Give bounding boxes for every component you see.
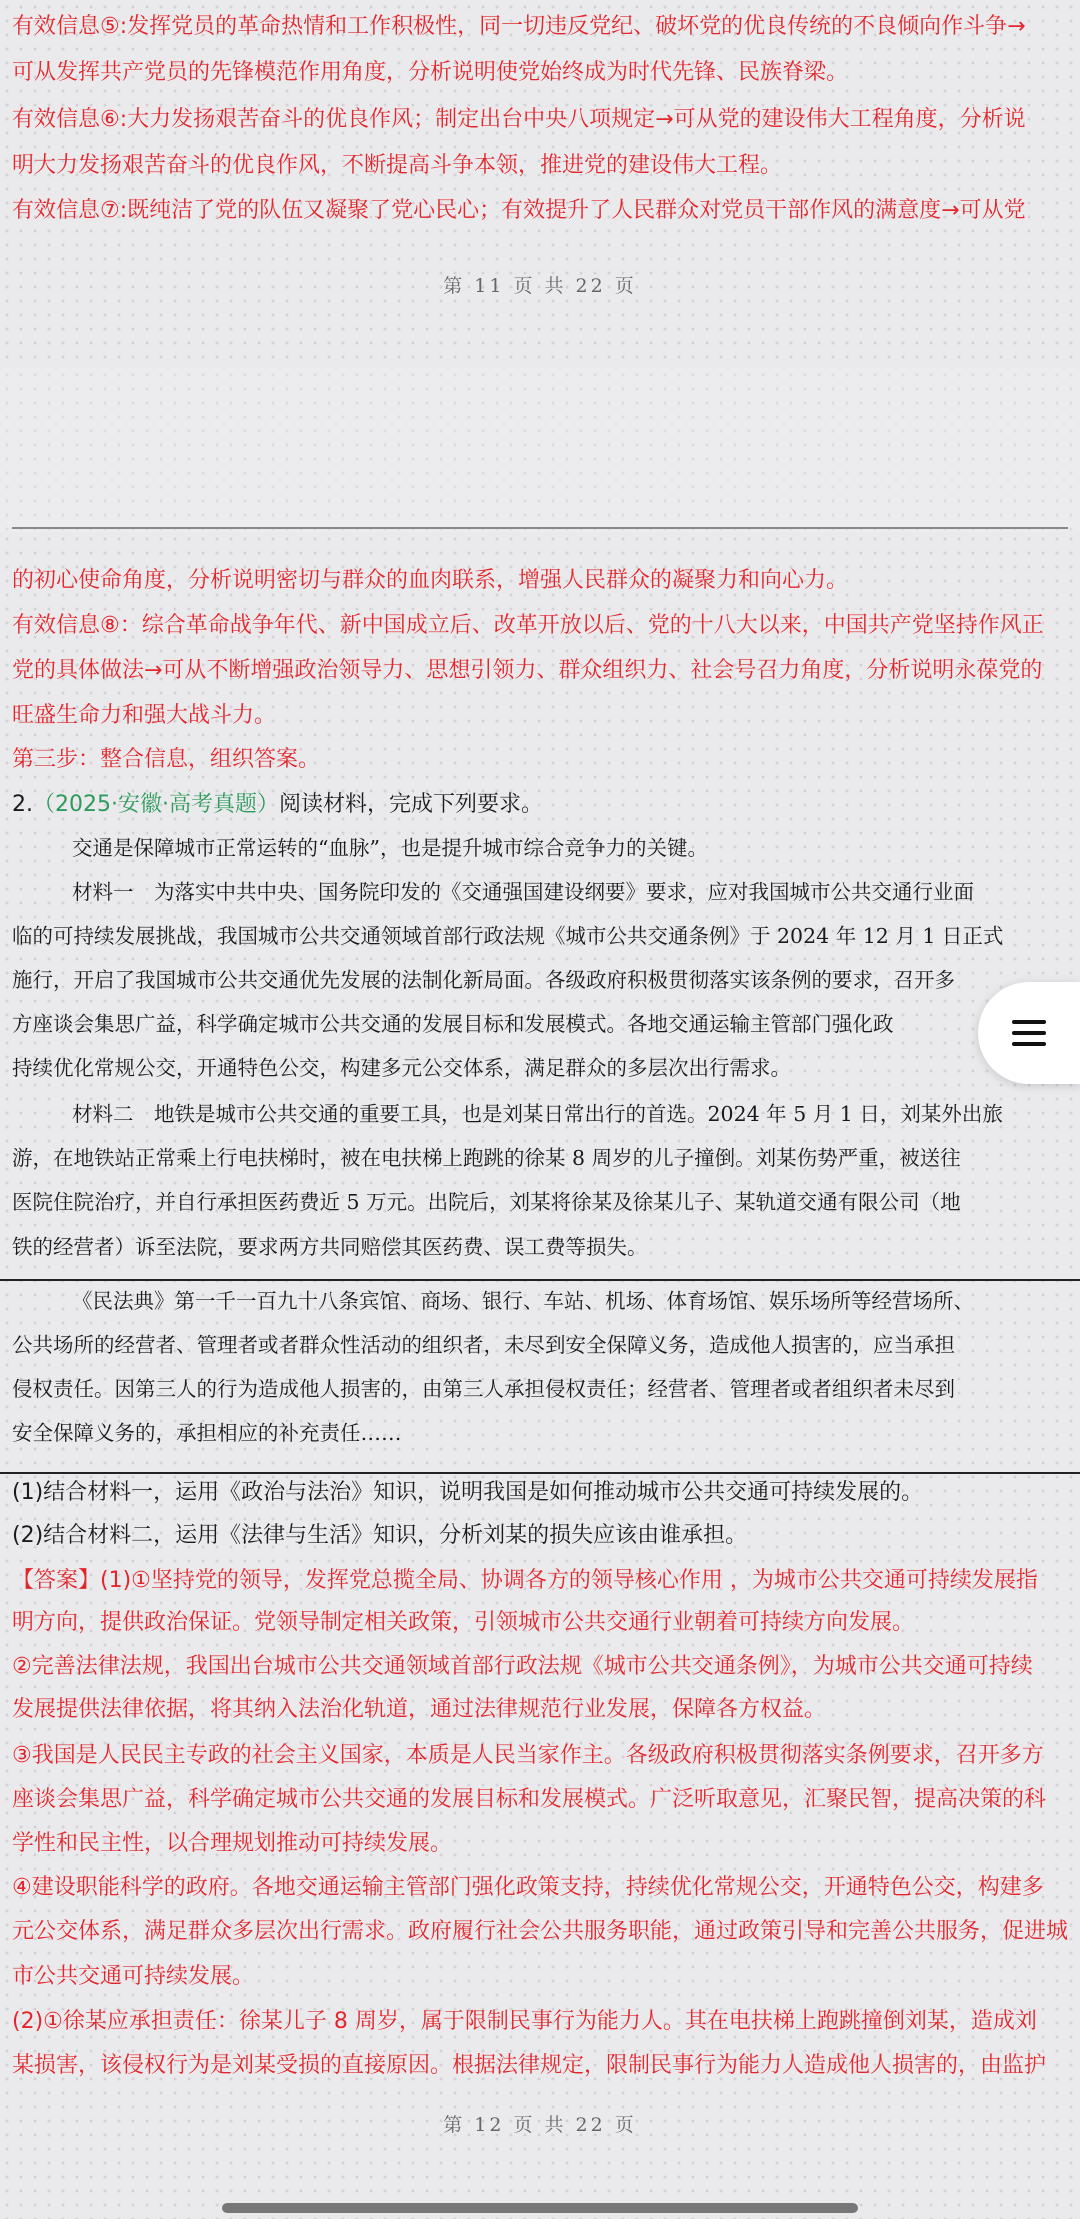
page-top-rule xyxy=(12,527,1068,529)
analysis-line-7: 有效信息⑧：综合革命战争年代、新中国成立后、改革开放以后、党的十八大以来，中国共产党坚持作风正 xyxy=(12,613,1044,638)
material-intro: 交通是保障城市正常运转的“血脉”，也是提升城市综合竞争力的关键。 xyxy=(72,836,708,860)
law-line-1: 《民法典》第一千一百九十八条宾馆、商场、银行、车站、机场、体育场馆、娱乐场所等经营场所、 xyxy=(72,1289,974,1313)
answer-line-9: 元公交体系，满足群众多层次出行需求。政府履行社会公共服务职能，通过政策引导和完善公共服务，促进城 xyxy=(12,1919,1069,1944)
home-indicator[interactable] xyxy=(222,2203,858,2213)
step-three-heading: 第三步：整合信息，组织答案。 xyxy=(12,747,321,772)
law-line-3: 侵权责任。因第三人的行为造成他人损害的，由第三人承担侵权责任；经营者、管理者或者组织者未尽到 xyxy=(12,1377,955,1401)
material-one-line-2: 临的可持续发展挑战，我国城市公共交通领域首部行政法规《城市公共交通条例》于 2024 年 12 月 1 日正式 xyxy=(12,924,1004,948)
answer-line-8: ④建设职能科学的政府。各地交通运输主管部门强化政策支持，持续优化常规公交，开通特色公交，构建多 xyxy=(12,1875,1044,1900)
answer-line-2: 明方向，提供政治保证。党领导制定相关政策，引领城市公共交通行业朝着可持续方向发展。 xyxy=(12,1610,915,1635)
analysis-line-8: 党的具体做法→可从不断增强政治领导力、思想引领力、群众组织力、社会号召力角度，分析说明永葆党的 xyxy=(12,658,1043,683)
page-gap xyxy=(0,368,1080,532)
material-two-line-2: 游，在地铁站正常乘上行电扶梯时，被在电扶梯上跑跳的徐某 8 周岁的儿子撞倒。刘某伤势严重，被送往 xyxy=(12,1146,961,1170)
analysis-line-3: 有效信息⑥:大力发扬艰苦奋斗的优良作风；制定出台中央八项规定→可从党的建设伟大工程角度，分析说 xyxy=(12,107,1026,132)
analysis-line-6: 的初心使命角度，分析说明密切与群众的血肉联系，增强人民群众的凝聚力和向心力。 xyxy=(12,568,849,593)
material-one-line-1: 材料一 为落实中共中央、国务院印发的《交通强国建设纲要》要求，应对我国城市公共交通行业面 xyxy=(72,880,974,904)
analysis-line-4: 明大力发扬艰苦奋斗的优良作风，不断提高斗争本领，推进党的建设伟大工程。 xyxy=(12,153,783,178)
page-number-12: 第 12 页 共 22 页 xyxy=(443,2114,637,2136)
analysis-line-9: 旺盛生命力和强大战斗力。 xyxy=(12,703,277,728)
material-two-line-1: 材料二 地铁是城市公共交通的重要工具，也是刘某日常出行的首选。2024 年 5 月 1 日，刘某外出旅 xyxy=(72,1102,1003,1126)
answer-line-4: 发展提供法律依据，将其纳入法治化轨道，通过法律规范行业发展，保障各方权益。 xyxy=(12,1697,827,1722)
answer-line-12: 某损害，该侵权行为是刘某受损的直接原因。根据法律规定，限制民事行为能力人造成他人损害的，由监护 xyxy=(12,2053,1047,2078)
answer-line-7: 学性和民主性，以合理规划推动可持续发展。 xyxy=(12,1831,453,1856)
answer-line-11: (2)①徐某应承担责任：徐某儿子 8 周岁，属于限制民事行为能力人。其在电扶梯上跑跳撞倒刘某，造成刘 xyxy=(12,2009,1037,2034)
analysis-line-5: 有效信息⑦:既纯洁了党的队伍又凝聚了党心民心；有效提升了人民群众对党员干部作风的满意度→可从党 xyxy=(12,198,1026,223)
sub-question-1: (1)结合材料一，运用《政治与法治》知识，说明我国是如何推动城市公共交通可持续发展的。 xyxy=(12,1480,924,1505)
question-number: 2. xyxy=(12,792,33,817)
law-excerpt-top-rule xyxy=(0,1279,1080,1281)
answer-line-5: ③我国是人民民主专政的社会主义国家，本质是人民当家作主。各级政府积极贯彻落实条例要求，召开多方 xyxy=(12,1743,1044,1768)
law-excerpt-bottom-rule xyxy=(0,1472,1080,1474)
material-one-line-4: 方座谈会集思广益，科学确定城市公共交通的发展目标和发展模式。各地交通运输主管部门强化政 xyxy=(12,1012,894,1036)
sub-question-2: (2)结合材料二，运用《法律与生活》知识，分析刘某的损失应该由谁承担。 xyxy=(12,1523,748,1548)
law-line-2: 公共场所的经营者、管理者或者群众性活动的组织者，未尽到安全保障义务，造成他人损害的，应当承担 xyxy=(12,1333,955,1357)
answer-line-10: 市公共交通可持续发展。 xyxy=(12,1964,255,1989)
question-prompt: 阅读材料，完成下列要求。 xyxy=(278,792,543,817)
material-two-line-4: 铁的经营者）诉至法院，要求两方共同赔偿其医药费、误工费等损失。 xyxy=(12,1235,648,1259)
floating-menu-button[interactable] xyxy=(978,982,1080,1084)
answer-line-6: 座谈会集思广益，科学确定城市公共交通的发展目标和发展模式。广泛听取意见，汇聚民智，提高决策的科 xyxy=(12,1787,1047,1812)
analysis-line-1: 有效信息⑤:发挥党员的革命热情和工作积极性，同一切违反党纪、破坏党的优良传统的不良倾向作斗争→ xyxy=(12,14,1026,39)
law-line-4: 安全保障义务的，承担相应的补充责任…… xyxy=(12,1421,402,1445)
material-one-line-3: 施行，开启了我国城市公共交通优先发展的法制化新局面。各级政府积极贯彻落实该条例的要求，召开多 xyxy=(12,968,955,992)
analysis-line-2: 可从发挥共产党员的先锋模范作用角度，分析说明使党始终成为时代先锋、民族脊梁。 xyxy=(12,60,849,85)
answer-line-3: ②完善法律法规，我国出台城市公共交通领域首部行政法规《城市公共交通条例》，为城市公共交通可持续 xyxy=(12,1654,1033,1679)
question-source: （2025·安徽·高考真题） xyxy=(33,792,279,817)
question-header xyxy=(12,790,543,820)
material-two-line-3: 医院住院治疗，并自行承担医药费近 5 万元。出院后，刘某将徐某及徐某儿子、某轨道交通有限公司（地 xyxy=(12,1190,961,1214)
material-one-line-5: 持续优化常规公交，开通特色公交，构建多元公交体系，满足群众的多层次出行需求。 xyxy=(12,1056,791,1080)
hamburger-menu-icon xyxy=(1012,1020,1046,1046)
answer-line-1: 【答案】(1)①坚持党的领导，发挥党总揽全局、协调各方的领导核心作用 ，为城市公共交通可持续发展指 xyxy=(12,1568,1038,1593)
page-number-11: 第 11 页 共 22 页 xyxy=(443,275,637,297)
